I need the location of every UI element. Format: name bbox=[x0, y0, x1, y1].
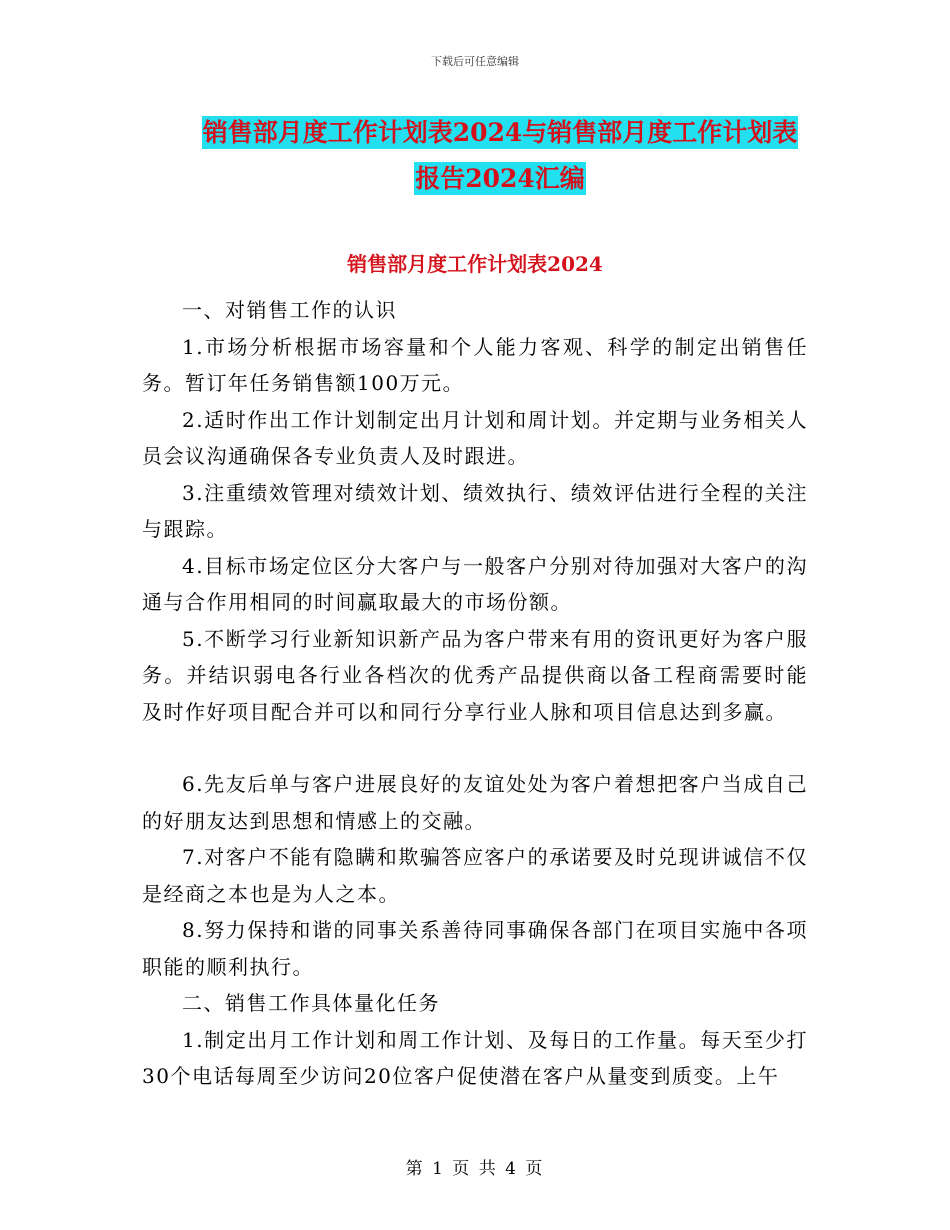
section-title: 销售部月度工作计划表2024 bbox=[347, 252, 603, 276]
paragraph-5: 5.不断学习行业新知识新产品为客户带来有用的资讯更好为客户服务。并结识弱电各行业各档次的优秀产品提供商以备工程商需要时能及时作好项目配合并可以和同行分享行业人脉和项目信息达到多赢。 bbox=[142, 626, 808, 724]
page-number-footer: 第 1 页 共 4 页 bbox=[405, 1159, 545, 1179]
paragraph-task-1: 1.制定出月工作计划和周工作计划、及每日的工作量。每天至少打30个电话每周至少访问20位客户促使潜在客户从量变到质变。上午 bbox=[142, 1027, 808, 1088]
paragraph-3: 3.注重绩效管理对绩效计划、绩效执行、绩效评估进行全程的关注与跟踪。 bbox=[142, 480, 808, 541]
header-note: 下载后可任意编辑 bbox=[431, 55, 519, 68]
document-title bbox=[130, 110, 870, 202]
paragraph-6: 6.先友后单与客户进展良好的友谊处处为客户着想把客户当成自己的好朋友达到思想和情感上的交融。 bbox=[142, 772, 808, 833]
title-line-2: 报告2024汇编 bbox=[415, 164, 585, 193]
document-body bbox=[142, 292, 808, 1095]
paragraph-4: 4.目标市场定位区分大客户与一般客户分别对待加强对大客户的沟通与合作用相同的时间赢取最大的市场份额。 bbox=[142, 553, 808, 614]
blank-line bbox=[142, 730, 808, 766]
heading-understanding: 一、对销售工作的认识 bbox=[182, 298, 397, 322]
paragraph-1: 1.市场分析根据市场容量和个人能力客观、科学的制定出销售任务。暂订年任务销售额100万元。 bbox=[142, 334, 808, 395]
paragraph-7: 7.对客户不能有隐瞒和欺骗答应客户的承诺要及时兑现讲诚信不仅是经商之本也是为人之本。 bbox=[142, 845, 808, 906]
heading-quantified-tasks: 二、销售工作具体量化任务 bbox=[182, 991, 440, 1015]
paragraph-8: 8.努力保持和谐的同事关系善待同事确保各部门在项目实施中各项职能的顺利执行。 bbox=[142, 918, 808, 979]
paragraph-2: 2.适时作出工作计划制定出月计划和周计划。并定期与业务相关人员会议沟通确保各专业负责人及时跟进。 bbox=[142, 407, 808, 468]
title-line-1: 销售部月度工作计划表2024与销售部月度工作计划表 bbox=[202, 118, 798, 147]
